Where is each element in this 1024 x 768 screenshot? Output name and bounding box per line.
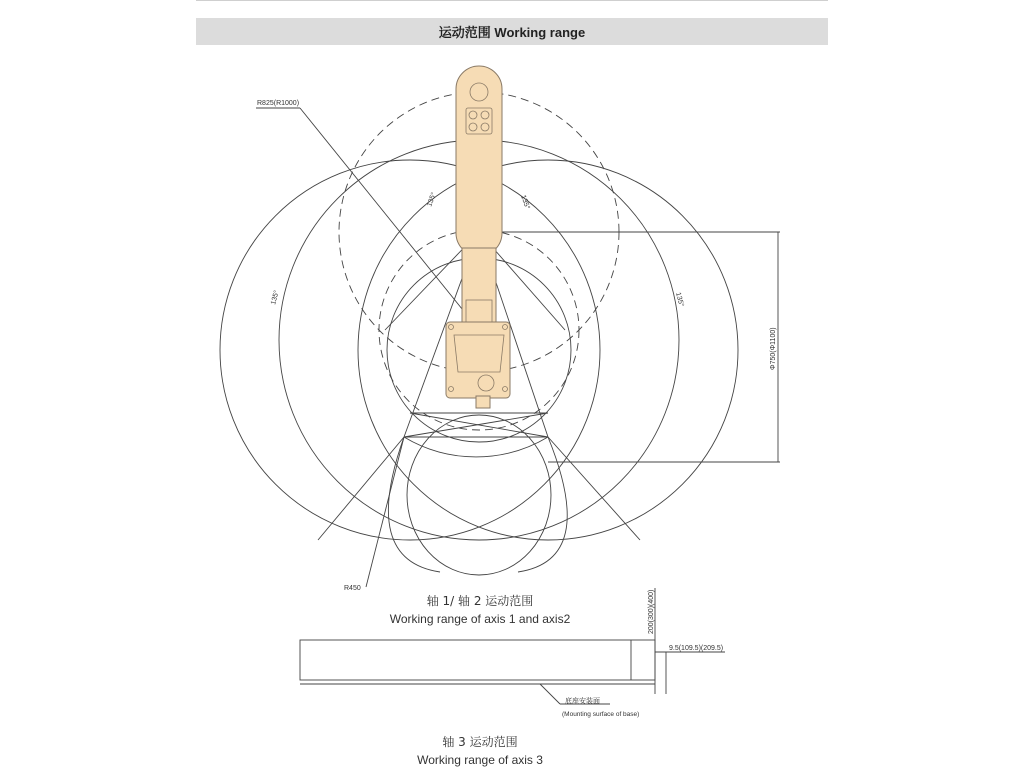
axis3-body bbox=[300, 640, 655, 680]
label-mount-en: (Mounting surface of base) bbox=[562, 711, 640, 718]
label-inner-radius: R450 bbox=[344, 585, 361, 592]
arm-link-1 bbox=[456, 66, 502, 256]
leader-r825 bbox=[300, 108, 479, 330]
bottom-envelope bbox=[407, 415, 551, 575]
label-angle-top-right: 135° bbox=[519, 194, 531, 211]
axis12-caption-en: Working range of axis 1 and axis2 bbox=[389, 612, 571, 626]
lower-envelope-arc bbox=[404, 437, 548, 457]
section-title: 运动范围 Working range bbox=[438, 25, 586, 40]
radius-line-right bbox=[548, 437, 640, 540]
bottom-lobe-left bbox=[388, 437, 440, 572]
arm-base-foot bbox=[476, 396, 490, 408]
label-angle-left: 135° bbox=[270, 289, 281, 306]
scara-arm bbox=[446, 66, 510, 408]
axis12-caption bbox=[330, 592, 630, 626]
outer-range-circle-left bbox=[220, 160, 600, 540]
axis3-caption-zh: 轴 3 运动范围 bbox=[442, 735, 518, 749]
label-axis3-stroke: 200(300)(400) bbox=[648, 589, 655, 634]
axis12-caption-zh: 轴 1/ 轴 2 运动范围 bbox=[426, 594, 534, 608]
axis3-caption-en: Working range of axis 3 bbox=[417, 753, 543, 767]
arm-base bbox=[446, 322, 510, 398]
label-mount-zh: 底座安装面 bbox=[565, 698, 600, 705]
axis3-leader-mount bbox=[540, 684, 560, 704]
label-angle-top-left: 135° bbox=[426, 191, 438, 208]
label-diameter: Φ750(Φ1100) bbox=[770, 327, 777, 370]
axis3-caption bbox=[330, 733, 630, 767]
label-angle-right: 135° bbox=[674, 291, 685, 308]
label-outer-radius: R825(R1000) bbox=[257, 100, 300, 107]
outer-range-circle-right bbox=[358, 160, 738, 540]
label-axis3-offset: 9.5(109.5)(209.5) bbox=[669, 645, 724, 652]
